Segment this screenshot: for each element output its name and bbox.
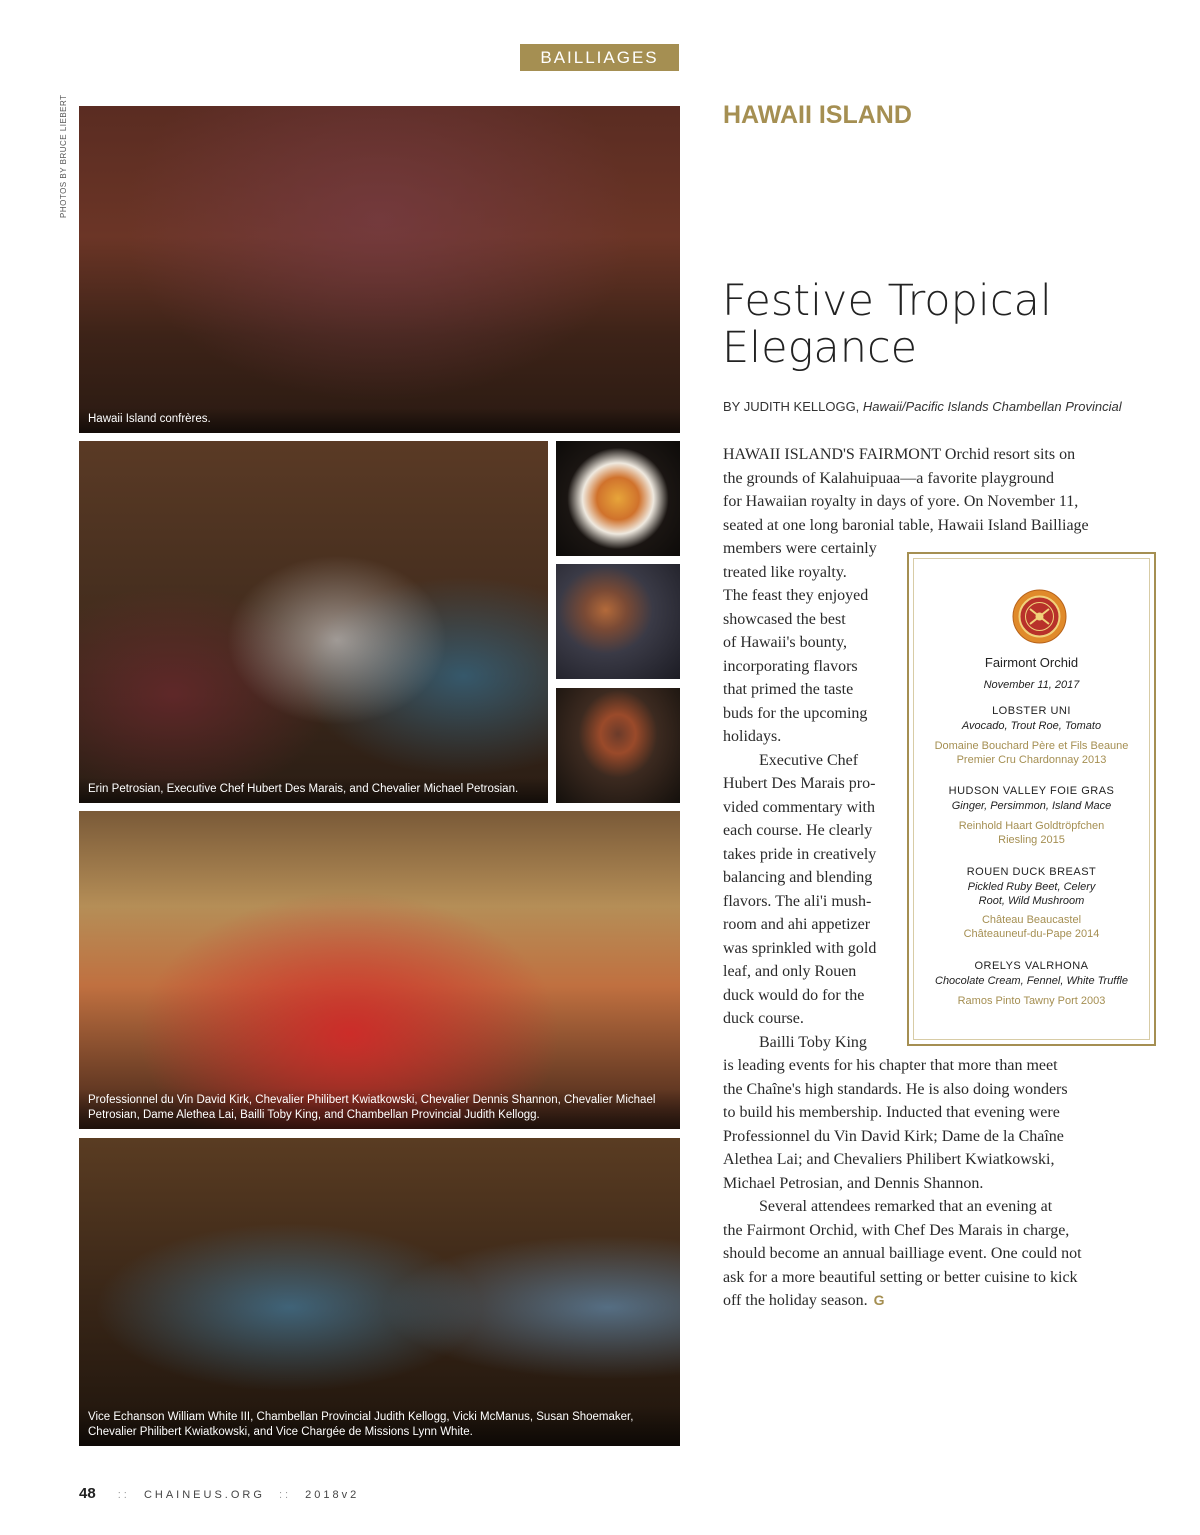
course-name: ORELYS VALRHONA bbox=[974, 960, 1089, 972]
photo-caption: Erin Petrosian, Executive Chef Hubert Des Marais, and Chevalier Michael Petrosian. bbox=[79, 778, 548, 803]
dish-photo-duck bbox=[556, 688, 680, 803]
body-line: was sprinkled with gold bbox=[723, 939, 877, 957]
course-wine: Domaine Bouchard Père et Fils Beaune bbox=[934, 740, 1129, 752]
body-line: ask for a more beautiful setting or better cuisine to kick bbox=[723, 1268, 1078, 1286]
body-line: Michael Petrosian, and Dennis Shannon. bbox=[723, 1174, 984, 1192]
course-desc: Chocolate Cream, Fennel, White Truffle bbox=[935, 975, 1128, 987]
body-line: for Hawaiian royalty in days of yore. On November 11, bbox=[723, 493, 1079, 510]
footer-separator: :: bbox=[117, 1489, 130, 1501]
body-line: showcased the best bbox=[723, 610, 846, 628]
photo-caption: Hawaii Island confrères. bbox=[79, 408, 680, 433]
course-desc: Ginger, Persimmon, Island Mace bbox=[951, 800, 1112, 812]
menu-inner-border bbox=[913, 558, 1150, 1040]
body-line: Hubert Des Marais pro- bbox=[723, 775, 876, 792]
body-line bbox=[723, 1289, 1123, 1313]
body-line: to build his membership. Inducted that evening were bbox=[723, 1104, 1060, 1121]
body-line: the Chaîne's high standards. He is also doing wonders bbox=[723, 1080, 1068, 1098]
headline-line: Elegance bbox=[722, 323, 918, 373]
article-headline bbox=[722, 278, 1162, 372]
photo-credit: PHOTOS BY BRUCE LIEBERT bbox=[59, 94, 68, 218]
region-title: HAWAII ISLAND bbox=[723, 101, 912, 129]
body-line: Executive Chef bbox=[759, 751, 859, 769]
photo-caption: Vice Echanson William White III, Chambellan Provincial Judith Kellogg, Vicki McManus, Susan Shoemaker, Chevalier Philibert Kwiatkowski, and Vice Chargée de Missions Lynn White. bbox=[79, 1406, 680, 1446]
body-line: leaf, and only Rouen bbox=[723, 963, 857, 980]
body-line: the Fairmont Orchid, with Chef Des Marais in charge, bbox=[723, 1221, 1070, 1239]
body-line: each course. He clearly bbox=[723, 822, 873, 839]
body-line: HAWAII ISLAND'S FAIRMONT Orchid resort sits on bbox=[723, 446, 1076, 463]
induction-photo bbox=[79, 811, 680, 1129]
chaine-seal-icon bbox=[1012, 589, 1067, 644]
body-line: buds for the upcoming bbox=[723, 704, 868, 722]
course-wine: Premier Cru Chardonnay 2013 bbox=[956, 754, 1107, 766]
chef-photo bbox=[79, 441, 548, 803]
body-line: of Hawaii's bounty, bbox=[723, 634, 848, 651]
body-line: room and ahi appetizer bbox=[723, 916, 871, 933]
menu-box bbox=[907, 552, 1156, 1046]
body-line: balancing and blending bbox=[723, 869, 873, 886]
body-line: flavors. The ali'i mush- bbox=[723, 892, 872, 910]
body-line: Bailli Toby King bbox=[759, 1033, 867, 1051]
byline-role: Hawaii/Pacific Islands Chambellan Provincial bbox=[862, 399, 1122, 414]
course-wine: Château Beaucastel bbox=[981, 914, 1082, 926]
headline-line: Festive Tropical bbox=[722, 276, 1052, 326]
byline-author: BY JUDITH KELLOGG, bbox=[723, 399, 860, 414]
footer-site: CHAINEUS.ORG bbox=[143, 1489, 265, 1501]
menu-venue: Fairmont Orchid bbox=[984, 655, 1079, 670]
end-mark-icon: G bbox=[873, 1292, 885, 1308]
course-name: HUDSON VALLEY FOIE GRAS bbox=[948, 785, 1115, 797]
course-wine: Ramos Pinto Tawny Port 2003 bbox=[957, 995, 1106, 1007]
body-line: Professionnel du Vin David Kirk; Dame de la Chaîne bbox=[723, 1127, 1064, 1145]
body-line: members were certainly bbox=[723, 540, 877, 557]
page-footer bbox=[79, 1485, 359, 1502]
body-line: duck would do for the bbox=[723, 986, 865, 1004]
footer-issue: 2018v2 bbox=[305, 1489, 360, 1501]
dish-photo-foie-gras bbox=[556, 564, 680, 679]
attendees-photo bbox=[79, 1138, 680, 1446]
course-wine: Châteauneuf-du-Pape 2014 bbox=[963, 928, 1100, 940]
course-desc: Root, Wild Mushroom bbox=[978, 895, 1085, 907]
page-number: 48 bbox=[79, 1485, 96, 1502]
body-line: that primed the taste bbox=[723, 681, 854, 698]
body-line: The feast they enjoyed bbox=[723, 587, 869, 604]
body-line: seated at one long baronial table, Hawaii Island Bailliage bbox=[723, 516, 1089, 534]
course-wine: Riesling 2015 bbox=[998, 834, 1065, 846]
body-line: holidays. bbox=[723, 728, 782, 745]
group-photo bbox=[79, 106, 680, 433]
body-line: is leading events for his chapter that more than meet bbox=[723, 1057, 1058, 1074]
course-wine: Reinhold Haart Goldtröpfchen bbox=[958, 820, 1105, 832]
body-line: treated like royalty. bbox=[723, 563, 847, 581]
body-line: incorporating flavors bbox=[723, 657, 858, 675]
dish-photo-lobster bbox=[556, 441, 680, 556]
course-name: ROUEN DUCK BREAST bbox=[966, 866, 1097, 878]
body-line: vided commentary with bbox=[723, 798, 875, 816]
course-desc: Pickled Ruby Beet, Celery bbox=[967, 881, 1096, 893]
body-line: Several attendees remarked that an evening at bbox=[759, 1198, 1053, 1215]
footer-separator: :: bbox=[278, 1489, 292, 1501]
photo-caption: Professionnel du Vin David Kirk, Chevalier Philibert Kwiatkowski, Chevalier Dennis Shannon, Chevalier Michael Petrosian, Dame Alethea Lai, Bailli Toby King, and Chambellan Provincial Judith Kellogg. bbox=[79, 1089, 680, 1129]
section-tab: BAILLIAGES bbox=[520, 44, 679, 71]
body-line: duck course. bbox=[723, 1010, 804, 1027]
course-desc: Avocado, Trout Roe, Tomato bbox=[961, 720, 1102, 732]
byline bbox=[723, 399, 1163, 414]
body-line: should become an annual bailliage event. One could not bbox=[723, 1245, 1082, 1262]
body-line: Alethea Lai; and Chevaliers Philibert Kwiatkowski, bbox=[723, 1151, 1055, 1168]
body-line: the grounds of Kalahuipuaa—a favorite playground bbox=[723, 469, 1055, 487]
body-line: takes pride in creatively bbox=[723, 845, 877, 863]
course-name: LOBSTER UNI bbox=[992, 705, 1071, 717]
menu-date: November 11, 2017 bbox=[983, 679, 1080, 691]
body-line-text: off the holiday season. bbox=[723, 1292, 868, 1309]
